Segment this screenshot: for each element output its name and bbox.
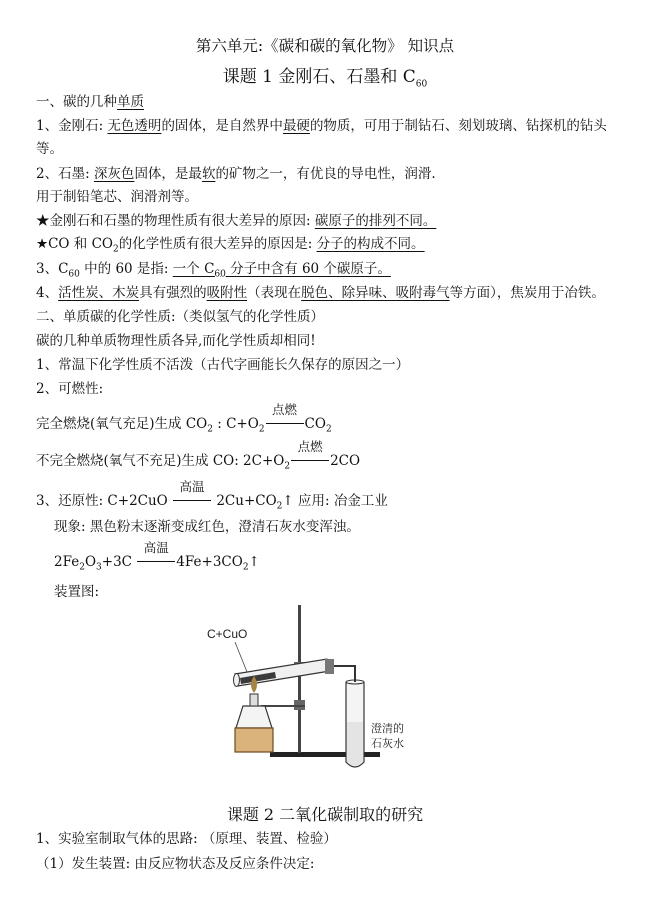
eq4-right: 4Fe+3CO (176, 554, 243, 570)
phenomenon-line: 现象: 黑色粉末逐渐变成红色，澄清石灰水变浑浊。 (54, 519, 360, 535)
ac-examples: 脱色、除异味、吸附毒气 (301, 285, 450, 301)
diamond-text-2: 的物质，可用于制钻石、刻划玻璃、钻探机的钻头 (309, 118, 607, 134)
graphite-text-2: 的矿物之一，有优良的导电性，润滑. (215, 166, 436, 182)
graphite-color: 深灰色 (93, 166, 135, 182)
eq1-left-sub: 2 (258, 424, 265, 435)
eq1-right: CO (304, 416, 326, 432)
eq2-right: 2CO (330, 453, 361, 469)
graphite-softness: 软 (201, 166, 216, 182)
star-note-1-text: ★金刚石和石墨的物理性质有很大差异的原因: (36, 213, 315, 229)
eq1-condition-arrow (266, 402, 304, 428)
diamond-line-cont: 等。 (36, 141, 63, 157)
eq3-right: 2Cu+CO (212, 493, 277, 509)
eq2-condition: 点燃 (297, 439, 323, 454)
eq3-pre: 3、还原性: C+2CuO (36, 493, 173, 509)
ac-text-1: 具有强烈的 (139, 285, 207, 301)
star-note-1-answer: 碳原子的排列不同。 (314, 213, 437, 229)
eq1-condition: 点燃 (272, 402, 298, 417)
eq4-condition: 高温 (143, 540, 169, 555)
equation-reduction-cuo (36, 479, 388, 512)
label-c-cuo: C+CuO (207, 627, 248, 641)
eq3-condition: 高温 (179, 479, 205, 494)
eq4-tail: ↑ (248, 554, 260, 570)
ac-materials: 活性炭、木炭 (58, 285, 140, 301)
apparatus-diagram (205, 602, 425, 772)
document-title: 第六单元:《碳和碳的氧化物》 知识点 (195, 37, 455, 55)
diamond-appearance: 无色透明 (107, 118, 162, 134)
c60-label: 3、C (36, 261, 69, 277)
eq1-pre: 完全燃烧(氧气充足)生成 CO (36, 416, 208, 432)
section-2-heading: 二、单质碳的化学性质:（类似氢气的化学性质） (36, 309, 325, 325)
c60-answer (172, 261, 391, 280)
eq4-mid-2: +3C (101, 554, 137, 570)
eq4-sub-1: 2 (79, 562, 85, 573)
eq3-condition-arrow (173, 479, 211, 505)
equation-reduction-fe2o3 (54, 540, 260, 573)
star-note-2-sub: 2 (112, 244, 119, 255)
graphite-uses: 用于制铅笔芯、润滑剂等。 (36, 189, 198, 205)
diamond-text-1: 的固体，是自然界中 (161, 118, 283, 134)
graphite-text-1: 固体，是最 (134, 166, 202, 182)
star-note-2-text-a: ★CO 和 CO (36, 236, 113, 252)
eq1-pre-sub: 2 (207, 424, 213, 435)
co2-prep-line-1: 1、实验室制取气体的思路: （原理、装置、检验） (36, 831, 337, 847)
paragraph-flammability: 2、可燃性: (36, 381, 104, 397)
lesson-1-title-text: 课题 1 金刚石、石墨和 C (222, 67, 416, 87)
eq3-right-sub: 2 (276, 501, 283, 512)
lesson-2-title: 课题 2 二氧化碳制取的研究 (226, 805, 424, 824)
label-limewater-2: 石灰水 (371, 738, 404, 750)
eq2-pre-sub: 2 (284, 461, 291, 472)
diamond-hardness: 最硬 (282, 118, 310, 134)
eq1-right-sub: 2 (325, 424, 332, 435)
eq2-bar (291, 460, 329, 461)
eq1-left: : C+O (212, 416, 259, 432)
ac-text-2: （表现在 (247, 285, 302, 301)
graphite-line (36, 162, 436, 182)
wooden-block (235, 728, 273, 752)
equation-incomplete-combustion (36, 439, 361, 472)
stopper (325, 659, 334, 674)
ac-property: 吸附性 (206, 285, 248, 301)
eq3-tail: ↑ 应用: 冶金工业 (282, 493, 388, 509)
graphite-label: 2、石墨: (36, 166, 94, 182)
lesson-1-title-sub: 60 (415, 79, 428, 90)
equation-complete-combustion (36, 402, 332, 435)
diamond-line (36, 114, 607, 134)
label-c-cuo-leader (235, 642, 247, 672)
section-1-heading (36, 90, 144, 110)
section-1-text: 一、碳的几种 (36, 94, 117, 110)
eq4-mid-1: O (84, 554, 97, 570)
c60-answer-a: 一个 C (172, 261, 215, 277)
eq1-bar (266, 423, 304, 424)
c60-line (36, 257, 391, 280)
eq4-sub-3: 2 (242, 562, 249, 573)
star-note-1 (36, 209, 436, 229)
ac-num: 4、 (36, 285, 59, 301)
paragraph-same-chem: 碳的几种单质物理性质各异,而化学性质却相同! (36, 333, 316, 349)
star-note-2-answer: 分子的构成不同。 (316, 236, 425, 252)
co2-prep-line-2: （1）发生装置: 由反应物状态及反应条件决定: (36, 856, 315, 872)
diamond-label: 1、金刚石: (36, 118, 108, 134)
eq4-bar (137, 561, 175, 562)
c60-answer-b: 分子中含有 60 个碳原子。 (225, 261, 391, 277)
paragraph-stability: 1、常温下化学性质不活泼（古代字画能长久保存的原因之一） (36, 357, 410, 373)
eq4-sub-2: 3 (96, 562, 102, 573)
star-note-2-text-b: 的化学性质有很大差异的原因是: (118, 236, 317, 252)
test-tube-limewater (346, 680, 364, 767)
stand-rod (298, 605, 301, 753)
lesson-1-title (0, 62, 650, 89)
section-1-underlined: 单质 (117, 94, 144, 110)
ac-text-3: 等方面），焦炭用于冶铁。 (449, 285, 605, 301)
eq3-bar (173, 500, 211, 501)
eq2-condition-arrow (291, 439, 329, 465)
eq4-pre: 2Fe (54, 554, 80, 570)
label-limewater-1: 澄清的 (371, 723, 404, 735)
activated-carbon-line (36, 281, 605, 301)
test-tube-heated (234, 659, 331, 687)
star-note-2 (36, 232, 425, 255)
c60-text: 中的 60 是指: (79, 261, 173, 277)
c60-answer-sub: 60 (214, 269, 226, 280)
apparatus-caption: 装置图: (54, 584, 100, 600)
eq4-condition-arrow (137, 540, 175, 566)
c60-label-sub: 60 (68, 269, 80, 280)
eq2-pre: 不完全燃烧(氧气不充足)生成 CO: 2C+O (36, 453, 285, 469)
